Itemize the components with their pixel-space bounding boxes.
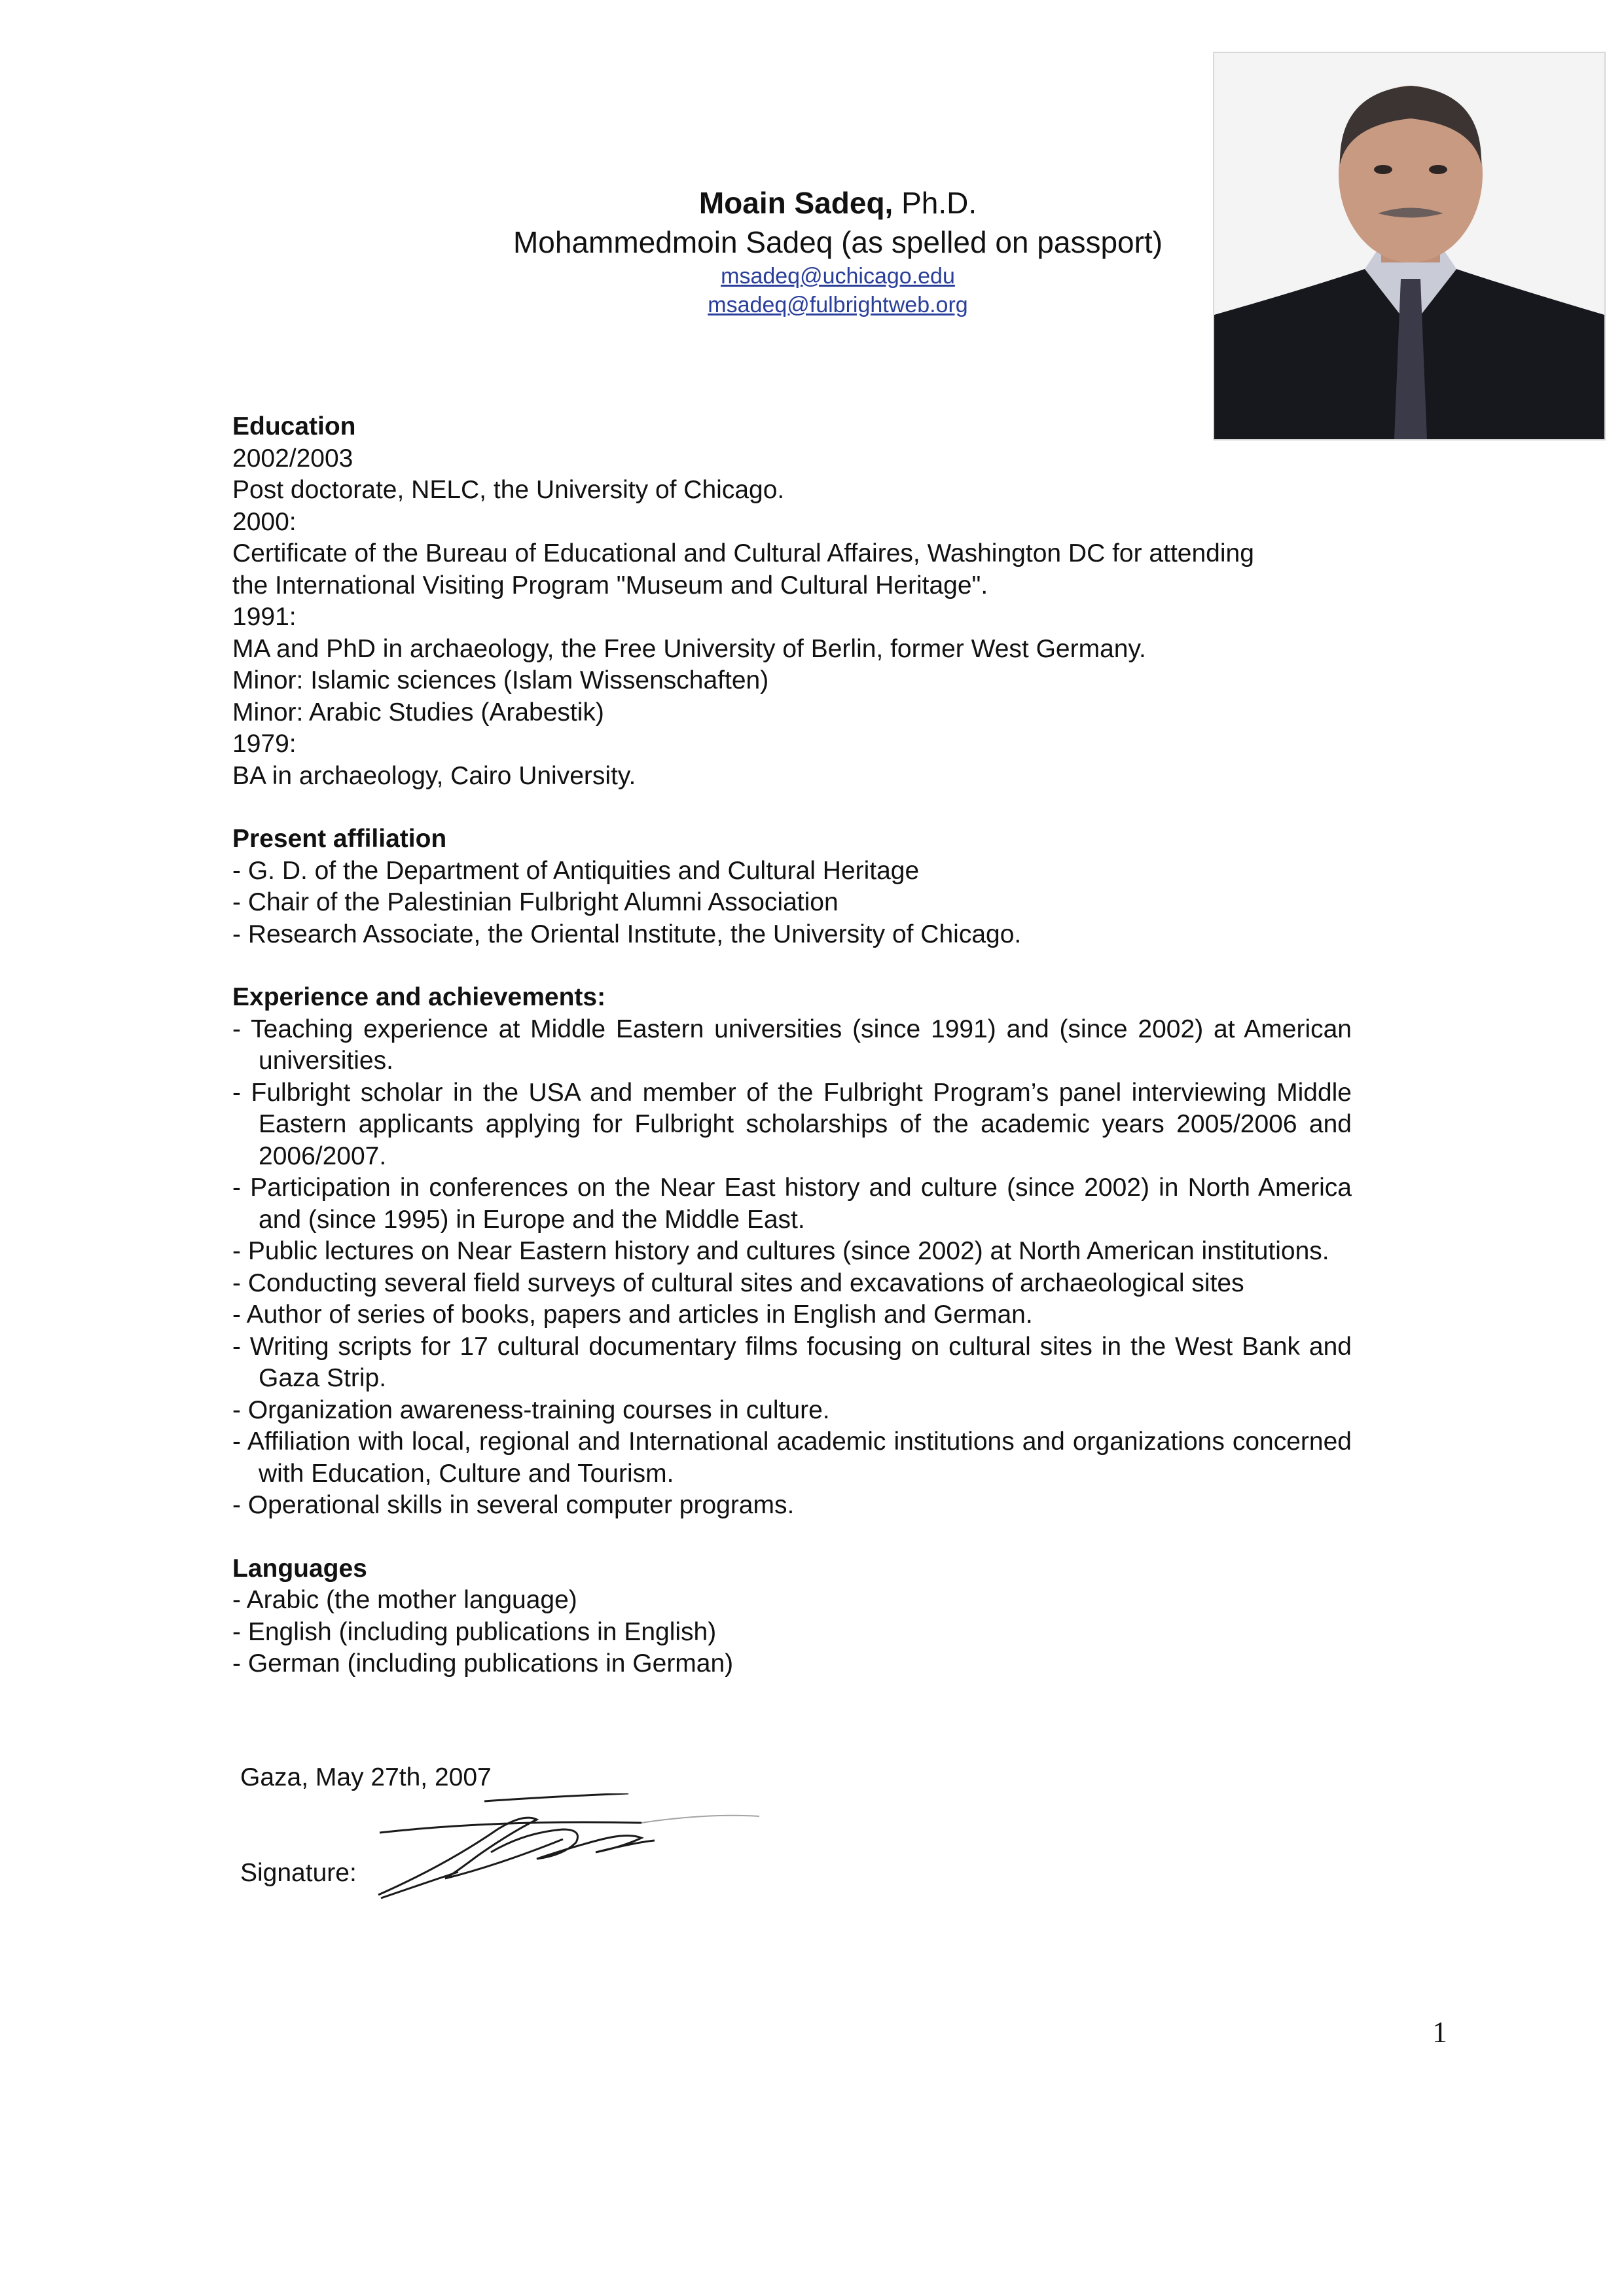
language-item: - English (including publications in English)	[232, 1617, 717, 1646]
experience-item: - Fulbright scholar in the USA and member of the Fulbright Program’s panel interviewing Middle Eastern applicants applying for Fulbright scholarships of the academic years 2005/2006 and 2006/2007.	[232, 1078, 1352, 1170]
experience-item: - Conducting several field surveys of cultural sites and excavations of archaeological sites	[232, 1268, 1244, 1297]
experience-title: Experience and achievements:	[232, 983, 606, 1011]
languages-title: Languages	[232, 1554, 367, 1583]
email-link-fulbright[interactable]: msadeq@fulbrightweb.org	[708, 293, 968, 317]
education-line: 1979:	[232, 730, 297, 758]
degree: Ph.D.	[893, 186, 977, 220]
experience-item: - Organization awareness-training courses in culture.	[232, 1395, 830, 1424]
education-line: 2000:	[232, 507, 297, 536]
education-line: Post doctorate, NELC, the University of Chicago.	[232, 476, 785, 504]
page-number: 1	[1432, 2015, 1447, 2049]
cv-body	[232, 411, 1352, 1680]
experience-item: - Author of series of books, papers and articles in English and German.	[232, 1301, 1033, 1329]
portrait-icon	[1214, 53, 1604, 439]
education-line: Minor: Islamic sciences (Islam Wissenschaften)	[232, 666, 769, 694]
experience-item: - Participation in conferences on the Near East history and culture (since 2002) in North America and (since 1995) in Europe and the Middle East.	[232, 1174, 1352, 1234]
education-line: Certificate of the Bureau of Educational and Cultural Affaires, Washington DC for attending	[232, 539, 1254, 567]
education-line: 2002/2003	[232, 444, 353, 473]
portrait-photo	[1213, 52, 1606, 440]
education-line: 1991:	[232, 603, 297, 631]
experience-item: - Operational skills in several computer programs.	[232, 1491, 795, 1519]
language-item: - German (including publications in German)	[232, 1649, 734, 1678]
affiliation-item: - G. D. of the Department of Antiquities and Cultural Heritage	[232, 856, 920, 885]
email-link-uchicago[interactable]: msadeq@uchicago.edu	[721, 264, 955, 289]
education-line: BA in archaeology, Cairo University.	[232, 761, 636, 790]
signature-label: Signature:	[240, 1859, 357, 1887]
experience-item: - Writing scripts for 17 cultural documentary films focusing on cultural sites in the West Bank and Gaza Strip.	[232, 1332, 1352, 1392]
experience-item: - Teaching experience at Middle Eastern universities (since 1991) and (since 2002) at American universities.	[232, 1015, 1352, 1075]
experience-item: - Public lectures on Near Eastern history and cultures (since 2002) at North American institutions.	[232, 1237, 1329, 1265]
full-name: Moain Sadeq,	[698, 186, 893, 220]
affiliation-item: - Research Associate, the Oriental Institute, the University of Chicago.	[232, 920, 1022, 948]
language-item: - Arabic (the mother language)	[232, 1586, 577, 1614]
place-date: Gaza, May 27th, 2007	[240, 1763, 492, 1791]
education-line: the International Visiting Program "Museum and Cultural Heritage".	[232, 571, 988, 600]
affiliation-title: Present affiliation	[232, 825, 447, 853]
passport-name: Mohammedmoin Sadeq (as spelled on passport)	[513, 225, 1163, 259]
cv-header	[458, 183, 1218, 319]
experience-item: - Affiliation with local, regional and International academic institutions and organizations concerned with Education, Culture and Tourism.	[232, 1428, 1352, 1488]
affiliation-item: - Chair of the Palestinian Fulbright Alumni Association	[232, 888, 839, 916]
name-line	[458, 183, 1218, 223]
education-line: MA and PhD in archaeology, the Free University of Berlin, former West Germany.	[232, 634, 1146, 663]
education-line: Minor: Arabic Studies (Arabestik)	[232, 698, 604, 727]
education-title: Education	[232, 412, 356, 440]
signature-icon	[367, 1793, 772, 1918]
